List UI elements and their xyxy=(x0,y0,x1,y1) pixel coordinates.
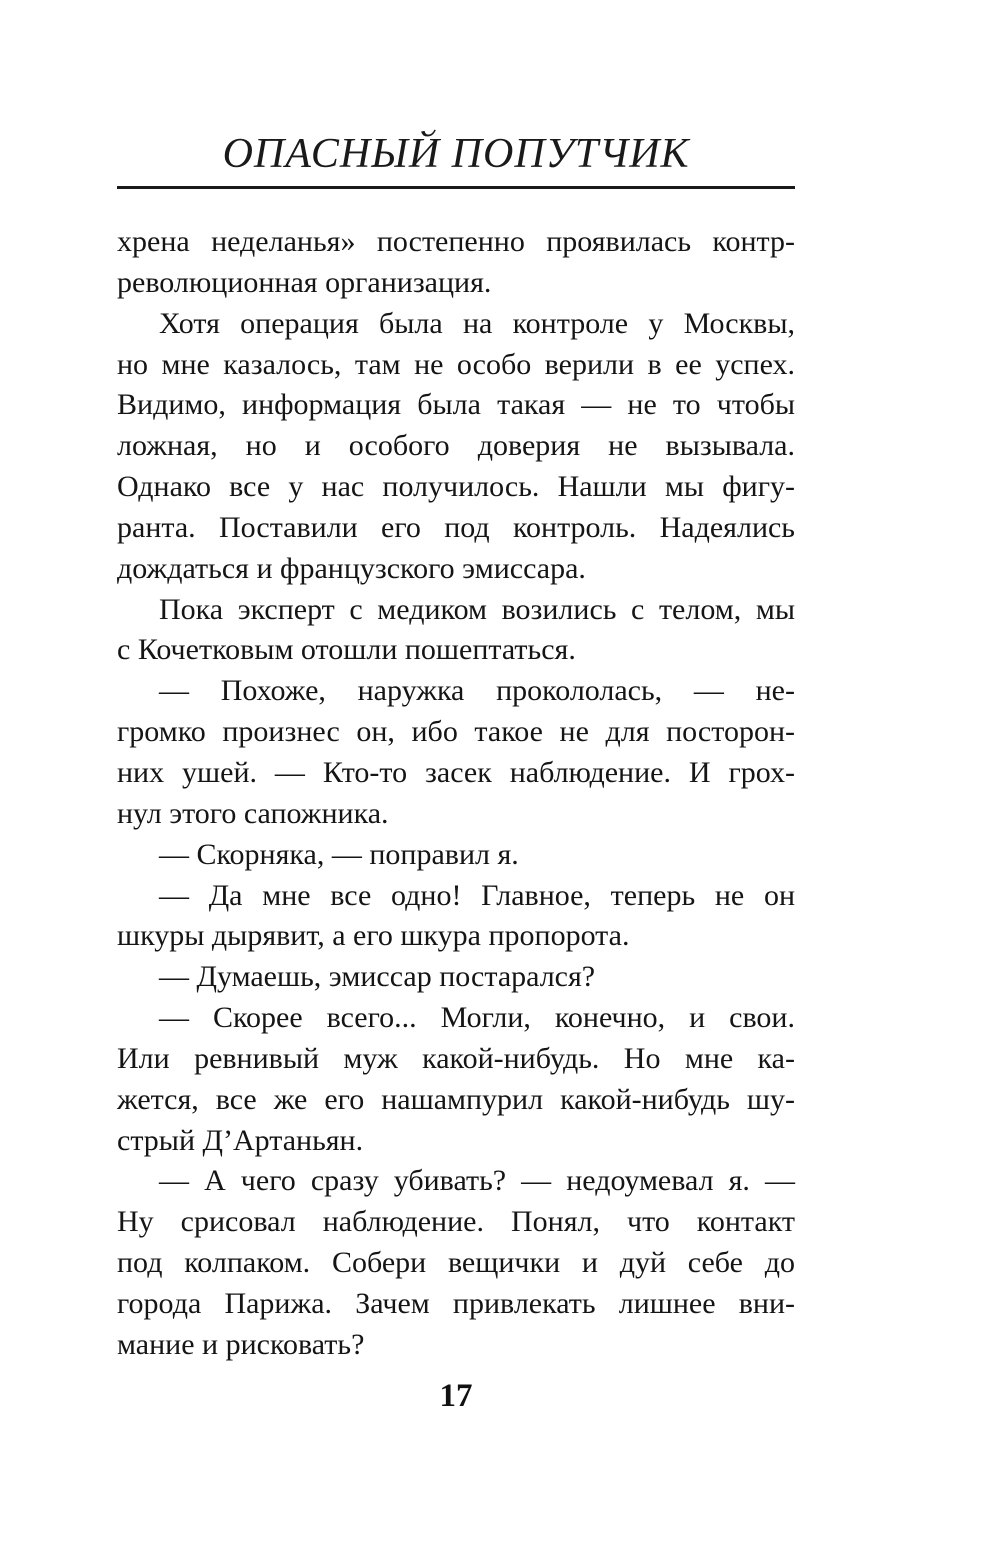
text-line: нул этого сапожника. xyxy=(117,796,389,830)
text-line: хрена неделанья» постепенно проявилась контр- xyxy=(117,225,795,258)
text-line: Видимо, информация была такая — не то чтобы xyxy=(117,388,795,422)
paragraph xyxy=(117,1161,795,1365)
text-line: с Кочетковым отошли пошептаться. xyxy=(117,633,576,667)
paragraph xyxy=(117,222,795,304)
text-line: дождаться и французского эмиссара. xyxy=(117,551,586,585)
text-line: города Парижа. Зачем привлекать лишнее вни- xyxy=(117,1286,795,1320)
page-number: 17 xyxy=(439,1378,473,1414)
text-line: стрый Д’Артаньян. xyxy=(117,1123,364,1157)
text-line: Однако все у нас получилось. Нашли мы фигу- xyxy=(117,470,795,504)
paragraph xyxy=(117,835,795,876)
text-line: ранта. Поставили его под контроль. Надеялись xyxy=(117,510,795,544)
paragraph xyxy=(117,304,795,590)
text-line: шкуры дырявит, а его шкура пропорота. xyxy=(117,919,630,953)
text-line: но мне казалось, там не особо верили в ее успех. xyxy=(117,347,795,381)
text-line: — Похоже, наружка прокололась, — не- xyxy=(159,674,795,708)
text-line: них ушей. — Кто-то засек наблюдение. И грох- xyxy=(117,755,795,789)
text-line: — Да мне все одно! Главное, теперь не он xyxy=(159,878,795,912)
text-line: Или ревнивый муж какой-нибудь. Но мне ка- xyxy=(117,1041,795,1075)
text-line: Пока эксперт с медиком возились с телом, мы xyxy=(159,592,795,626)
paragraph xyxy=(117,590,795,672)
text-line: Хотя операция была на контроле у Москвы, xyxy=(159,306,795,340)
text-line: — Скорняка, — поправил я. xyxy=(159,837,519,871)
text-line: Ну срисовал наблюдение. Понял, что контакт xyxy=(117,1205,795,1239)
text-line: громко произнес он, ибо такое не для посторон- xyxy=(117,715,795,749)
running-title: ОПАСНЫЙ ПОПУТЧИК xyxy=(222,131,690,177)
paragraph xyxy=(117,671,795,834)
text-line: жется, все же его нашампурил какой-нибудь шу- xyxy=(117,1082,795,1116)
text-line: ложная, но и особого доверия не вызывала. xyxy=(117,429,795,463)
paragraph xyxy=(117,957,795,998)
text-line: мание и рисковать? xyxy=(117,1327,365,1361)
header-rule xyxy=(117,186,795,189)
paragraph xyxy=(117,876,795,958)
body-text xyxy=(117,222,795,1366)
text-line: под колпаком. Собери вещички и дуй себе до xyxy=(117,1246,795,1280)
text-line: — Думаешь, эмиссар постарался? xyxy=(159,960,596,994)
paragraph xyxy=(117,998,795,1161)
text-line: революционная организация. xyxy=(117,265,492,299)
text-line: — Скорее всего... Могли, конечно, и свои. xyxy=(159,1001,795,1035)
text-line: — А чего сразу убивать? — недоумевал я. — xyxy=(159,1164,795,1198)
